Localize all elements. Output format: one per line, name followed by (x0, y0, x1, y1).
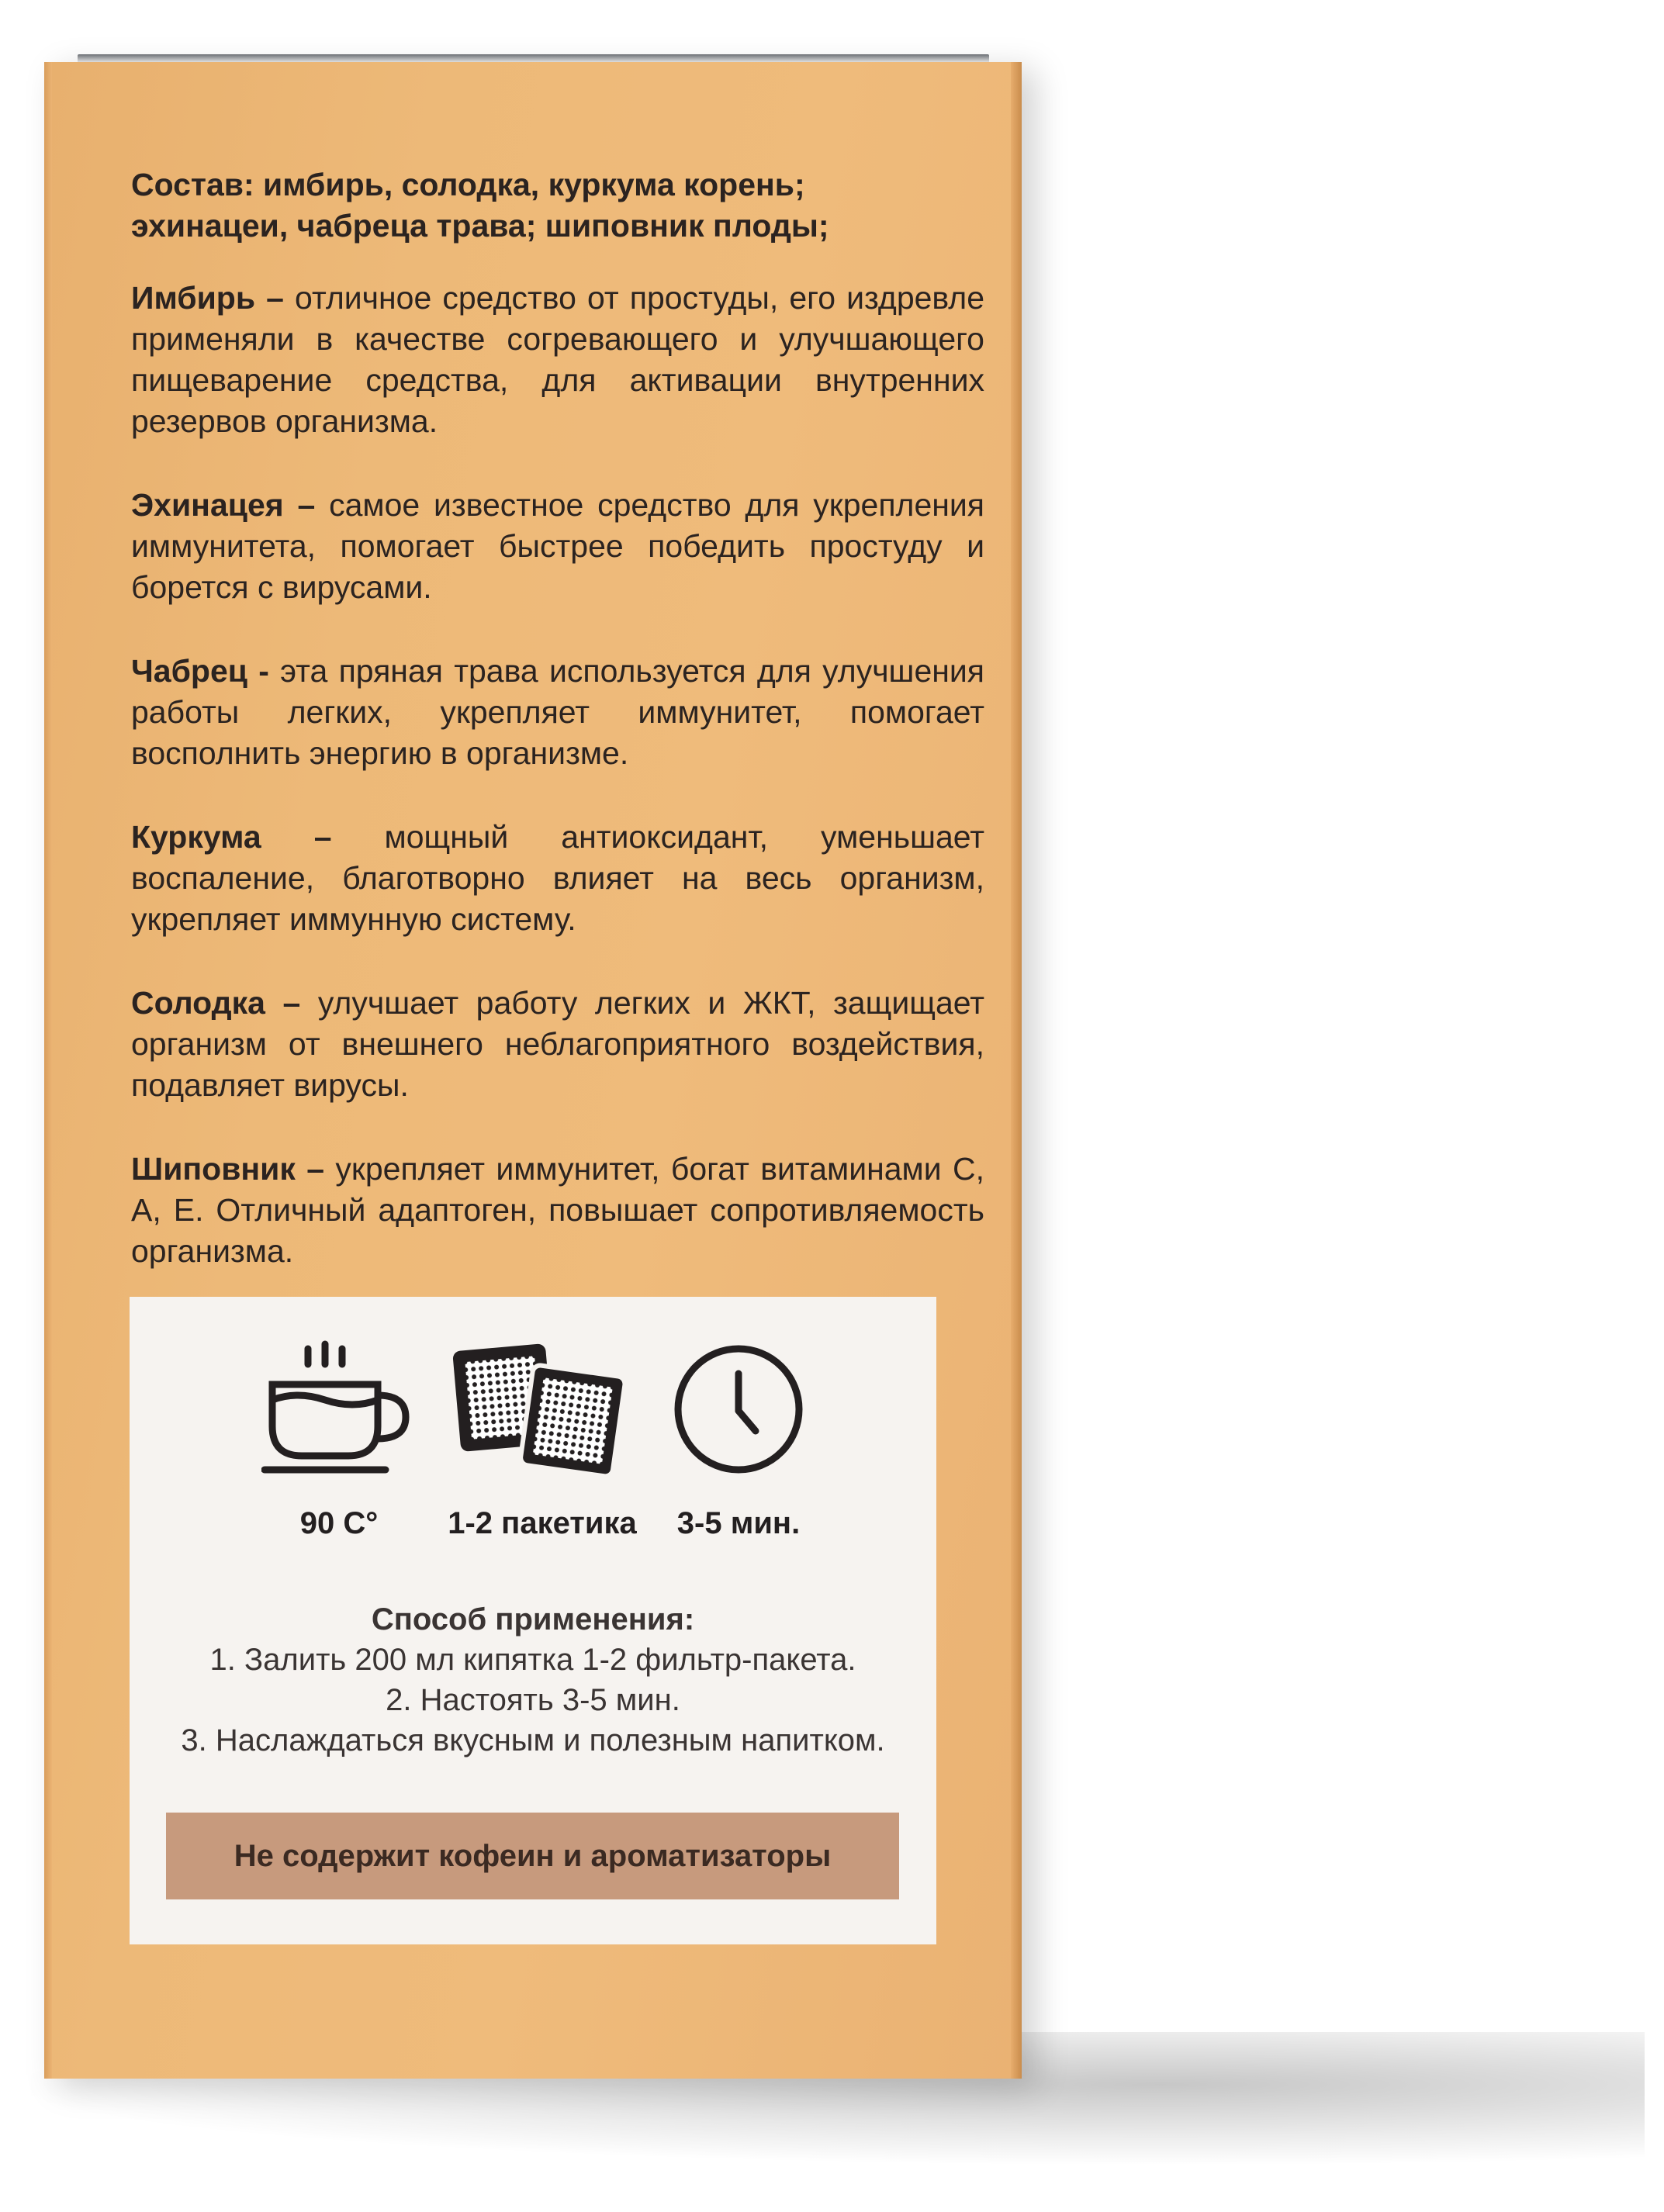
tea-bags-icon (449, 1339, 628, 1479)
ingredient-name: Куркума – (131, 819, 332, 855)
brewing-method (130, 1599, 936, 1761)
method-title: Способ применения: (371, 1602, 695, 1637)
method-step-3: 3. Наслаждаться вкусным и полезным напитком. (181, 1723, 885, 1758)
clock-icon (669, 1339, 808, 1479)
ingredient-name: Имбирь – (131, 280, 284, 316)
ingredient-text: эта пряная трава используется для улучшения работы легких, укрепляет иммунитет, помогает восполнить энергию в организме. (131, 653, 984, 771)
composition-line-2: эхинацеи, чабреца трава; шиповник плоды; (131, 208, 829, 244)
ingredient-name: Эхинацея – (131, 487, 316, 523)
ingredient-text: самое известное средство для укрепления иммунитета, помогает быстрее победить простуду и борется с вирусами. (131, 487, 984, 605)
ingredient-rosehip (131, 1149, 984, 1272)
time-label: 3-5 мин. (676, 1506, 801, 1540)
composition (131, 164, 984, 247)
method-step-2: 2. Настоять 3-5 мин. (386, 1683, 680, 1717)
ingredient-name: Шиповник – (131, 1151, 325, 1187)
ingredient-ginger (131, 278, 984, 442)
ingredient-text: отличное средство от простуды, его издревле применяли в качестве согревающего и улучшающего пищеварение средства, для активации внутренних резервов организма. (131, 280, 984, 439)
bags-label: 1-2 пакетика (448, 1506, 637, 1540)
box-left-edge (44, 62, 52, 2079)
ingredient-echinacea (131, 485, 984, 608)
ingredient-thyme (131, 651, 984, 774)
ingredient-licorice (131, 983, 984, 1106)
brewing-panel (130, 1297, 936, 1944)
ingredient-text: укрепляет иммунитет, богат витаминами С, А, Е. Отличный адаптоген, повышает сопротивляемость организма. (131, 1151, 984, 1269)
ingredient-text: мощный антиоксидант, уменьшает воспаление, благотворно влияет на весь организм, укрепляет иммунную систему. (131, 819, 984, 937)
ingredient-name: Солодка – (131, 985, 301, 1021)
method-step-1: 1. Залить 200 мл кипятка 1-2 фильтр-пакета. (209, 1643, 856, 1677)
description-text (131, 93, 984, 1315)
composition-line-1: Состав: имбирь, солодка, куркума корень; (131, 167, 805, 202)
brewing-icons (130, 1297, 936, 1560)
ingredient-turmeric (131, 817, 984, 940)
ingredient-name: Чабрец - (131, 653, 269, 689)
steaming-cup-icon (261, 1339, 417, 1479)
no-caffeine-badge: Не содержит кофеин и ароматизаторы (166, 1813, 899, 1899)
box-right-edge (1011, 62, 1022, 2079)
ingredient-text: улучшает работу легких и ЖКТ, защищает организм от внешнего неблагоприятного воздействия, подавляет вирусы. (131, 985, 984, 1103)
temperature-label: 90 С° (299, 1506, 379, 1540)
